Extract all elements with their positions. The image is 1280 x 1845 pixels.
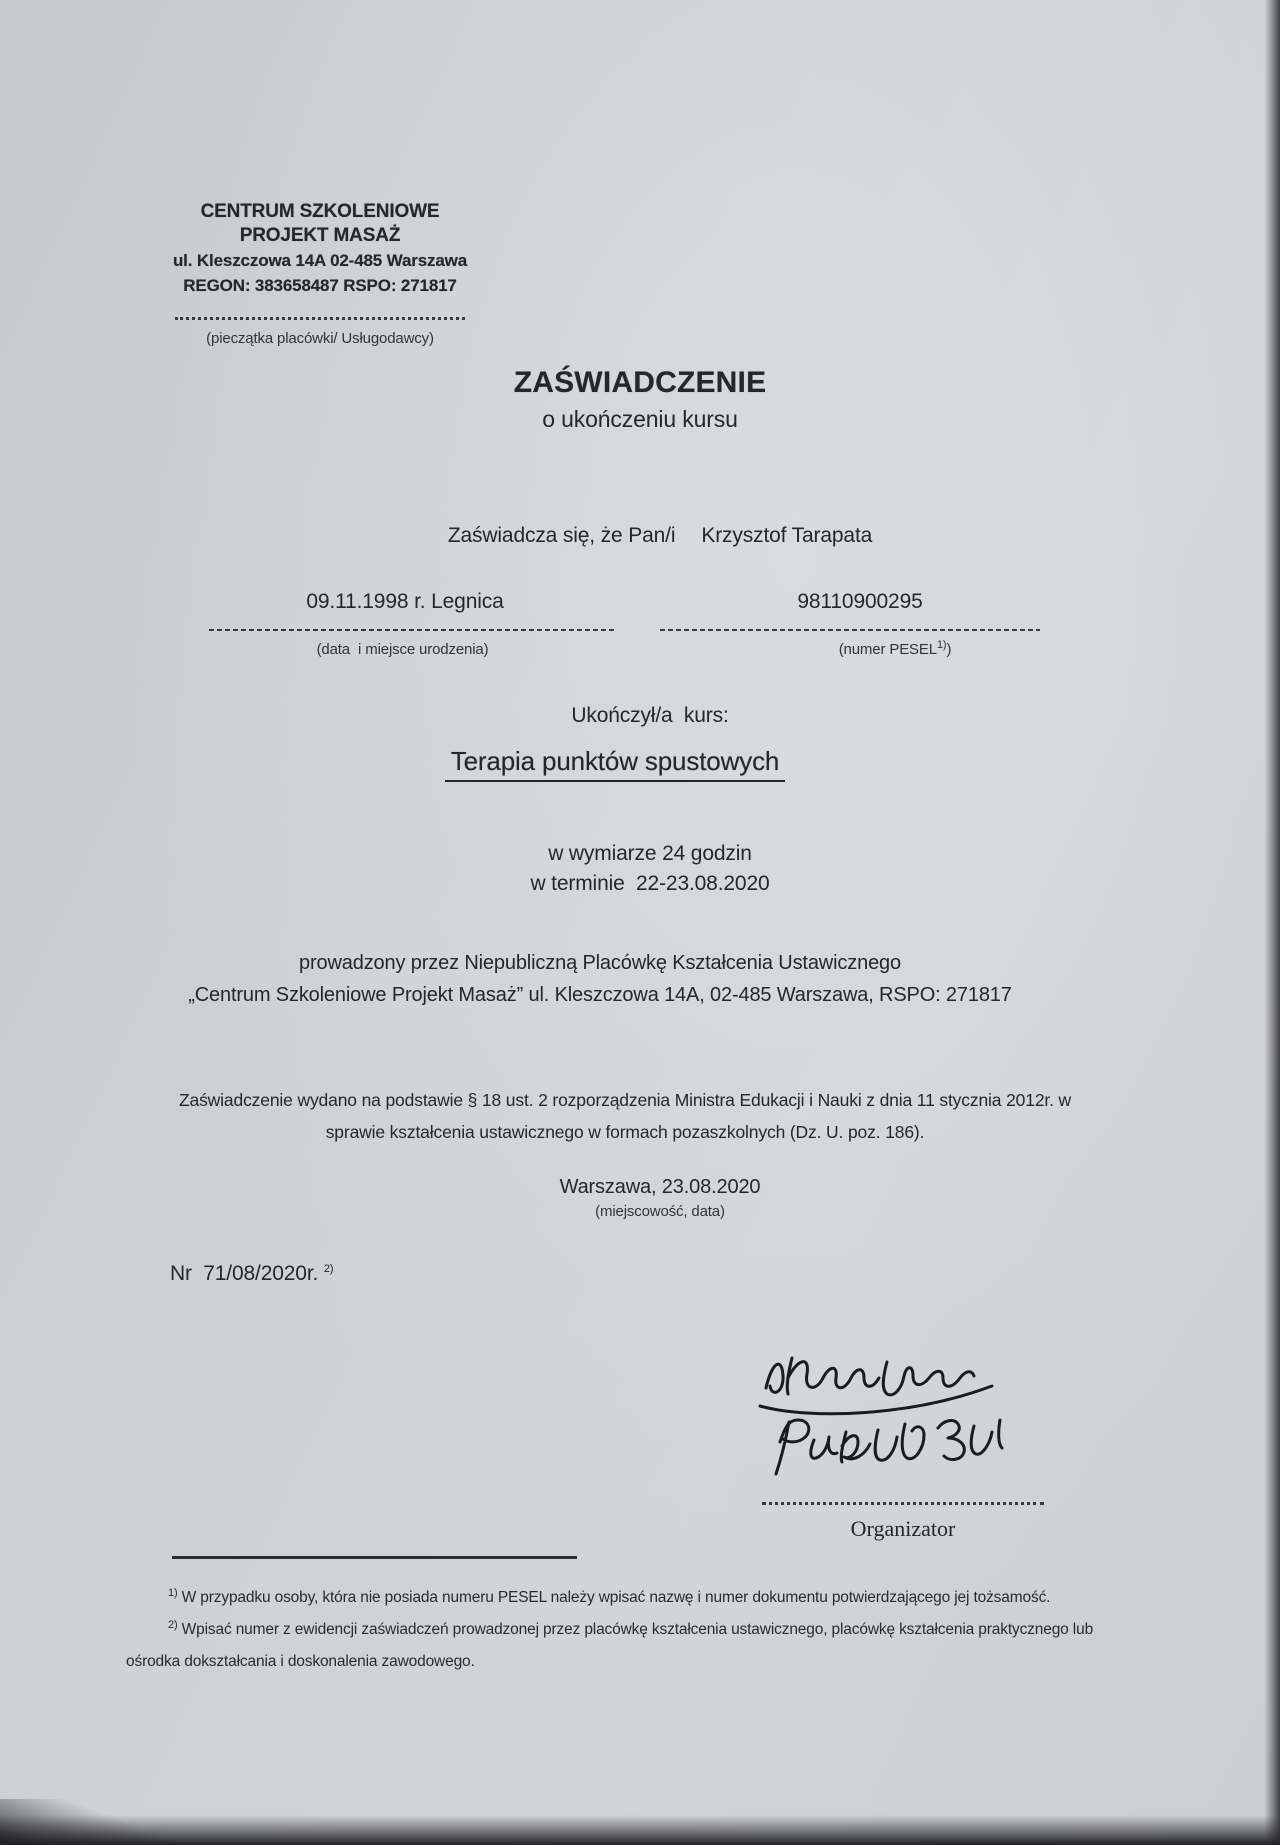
footnote-1-text: W przypadku osoby, która nie posiada numeru PESEL należy wpisać nazwę i numer dokumentu potwierdzającego jej tożsamość. — [177, 1589, 1051, 1606]
recipient-line — [40, 524, 1280, 548]
provider-line2: „Centrum Szkoleniowe Projekt Masaż” ul. Kleszczowa 14A, 02-485 Warszawa, RSPO: 271817 — [188, 984, 1012, 1006]
footnote-2 — [126, 1614, 1136, 1678]
signature-label: Organizator — [850, 1516, 956, 1541]
photo-edge-right — [1264, 0, 1280, 1845]
certificate-number — [170, 1262, 333, 1286]
certificate-number-text: Nr 71/08/2020r. — [170, 1262, 324, 1285]
pesel-caption-close: ) — [946, 641, 952, 658]
stamp-caption: (pieczątka placówki/ Usługodawcy) — [206, 330, 434, 347]
signature-dotted-line — [762, 1502, 1044, 1505]
course-name: Terapia punktów spustowych — [445, 746, 786, 782]
course-duration: w wymiarze 24 godzin — [548, 842, 752, 865]
stamp-dotted-line — [175, 317, 465, 320]
birth-value: 09.11.1998 r. Legnica — [306, 590, 504, 613]
course-dates: w terminie 22-23.08.2020 — [530, 872, 770, 895]
pesel-caption-text: (numer PESEL — [838, 641, 937, 658]
recipient-name: Krzysztof Tarapata — [701, 524, 873, 547]
pesel-caption — [730, 641, 1060, 658]
stamp-org-name-line1: CENTRUM SZKOLENIOWE — [200, 201, 440, 222]
handwritten-signature-icon — [752, 1336, 1022, 1486]
recipient-lead: Zaświadcza się, że Pan/i — [447, 524, 676, 547]
pesel-caption-footnote-ref: 1) — [936, 639, 947, 651]
birth-dashed-line — [209, 629, 614, 631]
photo-edge-bottom — [0, 1815, 1280, 1845]
certificate-number-footnote-ref: 2) — [323, 1263, 334, 1275]
course-lead: Ukończył/a kurs: — [571, 704, 729, 727]
issue-caption: (miejscowość, data) — [595, 1203, 725, 1220]
institution-stamp — [150, 200, 490, 298]
footnote-2-text: Wpisać numer z ewidencji zaświadczeń prowadzonej przez placówkę kształcenia ustawicznego, placówkę kształcenia praktycznego lub ośrodka dokształcania i doskonalenia zawodowego. — [126, 1621, 1098, 1670]
pesel-dashed-line — [660, 629, 1040, 631]
legal-basis: Zaświadczenie wydano na podstawie § 18 ust. 2 rozporządzenia Ministra Edukacji i Nauki z dnia 11 stycznia 2012r. w sprawie kształcenia ustawicznego w formach pozaszkolnych (Dz. U. poz. 186). — [178, 1090, 1076, 1142]
footnote-1 — [126, 1582, 1136, 1614]
course-name-wrap — [0, 746, 1230, 782]
birth-caption: (data i miejsce urodzenia) — [316, 641, 489, 658]
pesel-value: 98110900295 — [797, 590, 923, 613]
stamp-org-name-line2: PROJEKT MASAŻ — [239, 225, 401, 246]
stamp-address: ul. Kleszczowa 14A 02-485 Warszawa — [172, 251, 468, 270]
footnotes — [126, 1582, 1136, 1678]
document-title: ZAŚWIADCZENIE — [513, 366, 767, 399]
footnote-separator-line — [172, 1556, 577, 1559]
footnote-1-marker: 1) — [168, 1586, 178, 1599]
issue-place-date: Warszawa, 23.08.2020 — [559, 1176, 761, 1198]
provider-line1: prowadzony przez Niepubliczną Placówkę Kształcenia Ustawicznego — [299, 952, 901, 974]
document-subtitle: o ukończeniu kursu — [542, 406, 738, 432]
stamp-registry-ids: REGON: 383658487 RSPO: 271817 — [183, 276, 457, 295]
footnote-2-marker: 2) — [168, 1618, 178, 1631]
